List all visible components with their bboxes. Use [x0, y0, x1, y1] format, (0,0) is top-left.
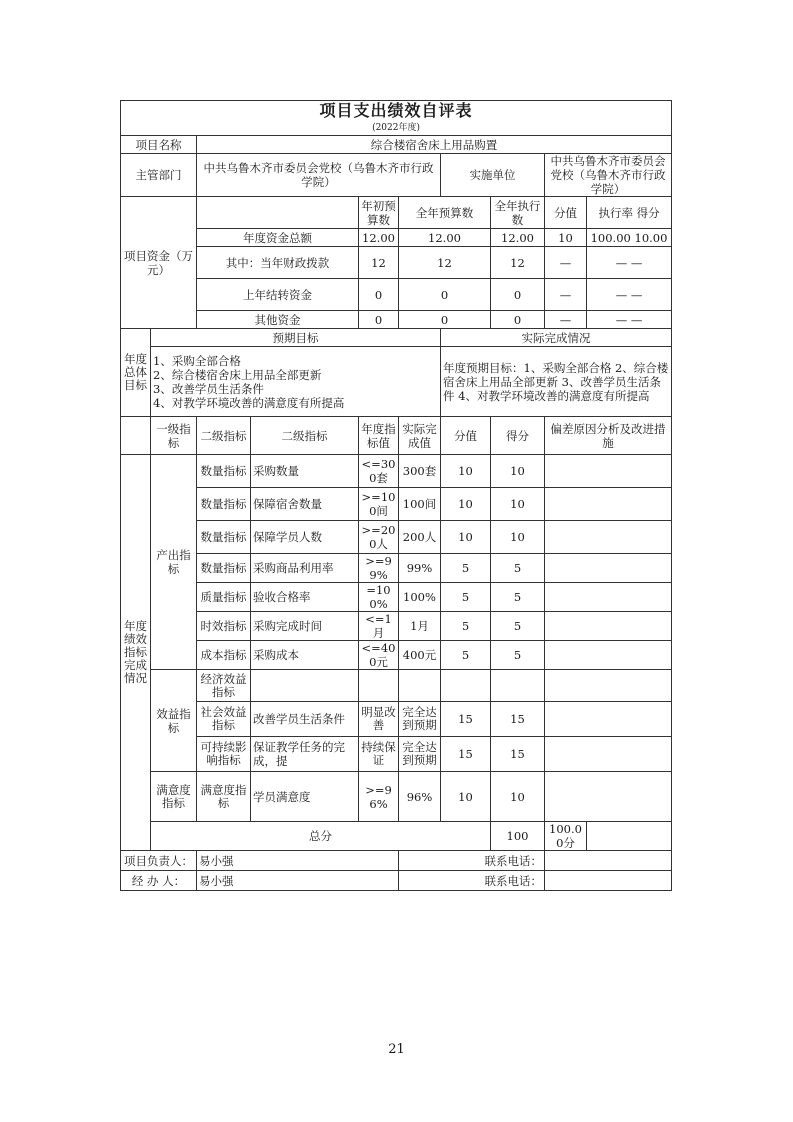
page-title: 项目支出绩效自评表	[121, 101, 672, 122]
indicator-target: =100%	[359, 583, 399, 612]
indicator-level2: 数量指标	[197, 488, 251, 521]
implementer-label: 实施单位	[441, 154, 545, 197]
funds-label: 项目资金（万元）	[121, 197, 197, 329]
indicator-got	[491, 670, 545, 702]
indicator-actual: 完全达到预期	[399, 737, 441, 772]
funds-cell: 12.00	[399, 229, 491, 247]
operator-name: 易小强	[197, 871, 399, 891]
indicator-level2: 满意度指标	[197, 772, 251, 822]
indicator-got: 10	[491, 772, 545, 822]
indicator-got: 10	[491, 488, 545, 521]
funds-cell: — —	[587, 311, 672, 329]
manager-label: 项目负责人：	[121, 851, 197, 871]
funds-cell: 0	[491, 311, 545, 329]
supervisor-value: 中共乌鲁木齐市委员会党校（乌鲁木齐市行政学院）	[197, 154, 441, 197]
funds-cell: 0	[359, 279, 399, 311]
funds-cell: 0	[359, 311, 399, 329]
indicator-level2: 成本指标	[197, 641, 251, 670]
header-got: 得分	[491, 417, 545, 455]
header-score: 分值	[441, 417, 491, 455]
indicator-actual: 96%	[399, 772, 441, 822]
header-level1: 一级指标	[151, 417, 197, 455]
indicator-name: 保证教学任务的完成，提	[251, 737, 359, 772]
header-level2: 二级指标	[197, 417, 251, 455]
indicator-got: 5	[491, 641, 545, 670]
indicator-got: 5	[491, 554, 545, 583]
indicator-score: 10	[441, 521, 491, 554]
indicator-score	[441, 670, 491, 702]
funds-cell: —	[545, 279, 587, 311]
indicator-target	[359, 670, 399, 702]
indicator-name: 改善学员生活条件	[251, 702, 359, 737]
header-level2-detail: 二级指标	[251, 417, 359, 455]
indicator-score: 10	[441, 488, 491, 521]
indicator-actual	[399, 670, 441, 702]
funds-cell: — —	[587, 247, 672, 279]
header-deviation: 偏差原因分析及改进措施	[545, 417, 672, 455]
funds-header-executed: 全年执行数	[491, 197, 545, 229]
operator-label: 经 办 人：	[121, 871, 197, 891]
funds-cell: 12	[491, 247, 545, 279]
indicator-actual: 完全达到预期	[399, 702, 441, 737]
page-number: 21	[388, 1042, 405, 1057]
indicator-target: 明显改善	[359, 702, 399, 737]
indicator-score: 15	[441, 737, 491, 772]
funds-cell: 0	[399, 311, 491, 329]
indicator-level2: 时效指标	[197, 612, 251, 641]
funds-cell: —	[545, 247, 587, 279]
indicator-got: 15	[491, 737, 545, 772]
indicator-deviation	[545, 702, 672, 737]
actual-result-text: 年度预期目标：1、采购全部合格 2、综合楼宿舍床上用品全部更新 3、改善学员生活条件 4、对教学环境改善的满意度有所提高	[441, 347, 672, 417]
indicator-actual: 100间	[399, 488, 441, 521]
header-target: 年度指标值	[359, 417, 399, 455]
benefit-indicator-label: 效益指标	[151, 670, 197, 772]
operator-phone-label: 联系电话：	[399, 871, 545, 891]
funds-header-rate-score: 执行率 得分	[587, 197, 672, 229]
indicator-target: >=96%	[359, 772, 399, 822]
indicator-score: 5	[441, 583, 491, 612]
indicator-score: 10	[441, 772, 491, 822]
indicator-deviation	[545, 583, 672, 612]
indicator-name: 保障学员人数	[251, 521, 359, 554]
indicator-name: 学员满意度	[251, 772, 359, 822]
funds-header-score-value: 分值	[545, 197, 587, 229]
indicator-level2: 经济效益指标	[197, 670, 251, 702]
indicator-actual: 400元	[399, 641, 441, 670]
indicator-deviation	[545, 612, 672, 641]
total-label: 总分	[151, 822, 491, 851]
indicator-target: >=200人	[359, 521, 399, 554]
indicator-deviation	[545, 772, 672, 822]
indicator-got: 5	[491, 612, 545, 641]
indicator-target: <=300套	[359, 455, 399, 488]
indicator-name: 验收合格率	[251, 583, 359, 612]
funds-cell: 0	[491, 279, 545, 311]
funds-cell: 100.00 10.00	[587, 229, 672, 247]
year-label: (2022年度)	[121, 121, 672, 136]
indicator-got: 15	[491, 702, 545, 737]
indicator-level2: 数量指标	[197, 521, 251, 554]
indicator-deviation	[545, 737, 672, 772]
indicator-deviation	[545, 488, 672, 521]
indicator-got: 10	[491, 521, 545, 554]
operator-phone-value	[545, 871, 672, 891]
indicator-actual: 100%	[399, 583, 441, 612]
indicator-actual: 300套	[399, 455, 441, 488]
funds-cell: 10	[545, 229, 587, 247]
indicator-section-label: 年度绩效指标完成情况	[121, 455, 151, 851]
indicator-target: 持续保证	[359, 737, 399, 772]
funds-cell: 12.00	[491, 229, 545, 247]
indicator-deviation	[545, 521, 672, 554]
output-indicator-label: 产出指标	[151, 455, 197, 670]
implementer-value: 中共乌鲁木齐市委员会党校（乌鲁木齐市行政学院）	[545, 154, 672, 197]
indicator-level2: 可持续影响指标	[197, 737, 251, 772]
indicator-target: <=1月	[359, 612, 399, 641]
indicator-name: 采购成本	[251, 641, 359, 670]
indicator-name: 采购数量	[251, 455, 359, 488]
evaluation-form	[120, 100, 671, 891]
funds-cell: 0	[399, 279, 491, 311]
funds-row-total-name: 年度资金总额	[197, 229, 359, 247]
indicator-deviation	[545, 554, 672, 583]
indicator-deviation	[545, 670, 672, 702]
project-name-label: 项目名称	[121, 136, 197, 154]
funds-header-annual-budget: 全年预算数	[399, 197, 491, 229]
expected-goal-text: 1、采购全部合格 2、综合楼宿舍床上用品全部更新 3、改善学员生活条件 4、对教学环境改善的满意度有所提高	[151, 347, 441, 417]
indicator-target: >=99%	[359, 554, 399, 583]
indicator-level2: 社会效益指标	[197, 702, 251, 737]
indicator-level2: 质量指标	[197, 583, 251, 612]
total-score: 100	[491, 822, 545, 851]
indicator-score: 15	[441, 702, 491, 737]
total-got: 100.00分	[545, 822, 587, 851]
indicator-actual: 1月	[399, 612, 441, 641]
indicator-target: >=100间	[359, 488, 399, 521]
actual-result-header: 实际完成情况	[441, 329, 672, 347]
indicator-actual: 200人	[399, 521, 441, 554]
indicator-score: 5	[441, 554, 491, 583]
header-actual: 实际完成值	[399, 417, 441, 455]
funds-row-fiscal-name: 其中：当年财政拨款	[197, 247, 359, 279]
satisfaction-indicator-label: 满意度指标	[151, 772, 197, 822]
manager-phone-label: 联系电话：	[399, 851, 545, 871]
indicator-score: 5	[441, 641, 491, 670]
funds-row-other-name: 其他资金	[197, 311, 359, 329]
indicator-got: 10	[491, 455, 545, 488]
funds-cell: 12	[399, 247, 491, 279]
indicator-name: 采购完成时间	[251, 612, 359, 641]
indicator-name: 保障宿舍数量	[251, 488, 359, 521]
funds-cell: — —	[587, 279, 672, 311]
project-name: 综合楼宿舍床上用品购置	[197, 136, 672, 154]
indicator-target: <=400元	[359, 641, 399, 670]
manager-phone-value	[545, 851, 672, 871]
manager-name: 易小强	[197, 851, 399, 871]
expected-goal-header: 预期目标	[151, 329, 441, 347]
indicator-level2: 数量指标	[197, 554, 251, 583]
evaluation-table	[120, 100, 672, 891]
indicator-actual: 99%	[399, 554, 441, 583]
indicator-level2: 数量指标	[197, 455, 251, 488]
indicator-deviation	[545, 455, 672, 488]
supervisor-label: 主管部门	[121, 154, 197, 197]
indicator-score: 10	[441, 455, 491, 488]
indicator-got: 5	[491, 583, 545, 612]
indicator-deviation	[545, 641, 672, 670]
indicator-name	[251, 670, 359, 702]
indicator-name: 采购商品利用率	[251, 554, 359, 583]
funds-cell: 12	[359, 247, 399, 279]
funds-row-carryover-name: 上年结转资金	[197, 279, 359, 311]
funds-cell: 12.00	[359, 229, 399, 247]
funds-cell: —	[545, 311, 587, 329]
funds-header-initial: 年初预算数	[359, 197, 399, 229]
annual-goal-label: 年度总体目标	[121, 329, 151, 417]
indicator-score: 5	[441, 612, 491, 641]
